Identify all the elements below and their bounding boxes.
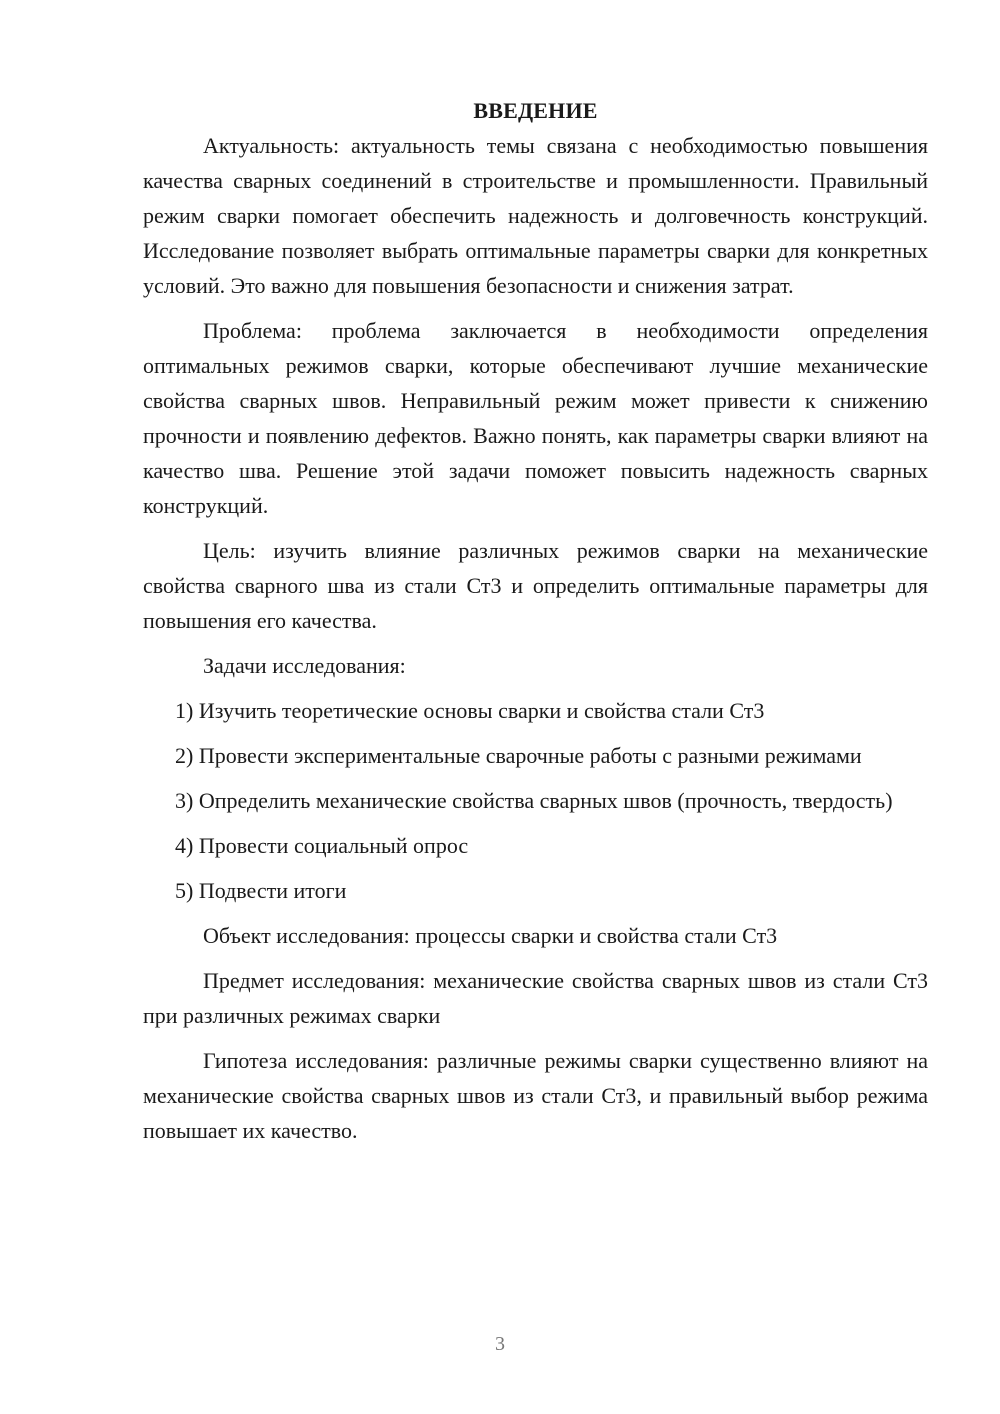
- subject-paragraph: Предмет исследования: механические свойства сварных швов из стали Ст3 при различных режимах сварки: [143, 968, 928, 1028]
- list-item: 5) Подвести итоги: [175, 878, 347, 903]
- hypothesis-paragraph: Гипотеза исследования: различные режимы сварки существенно влияют на механические свойства сварных швов из стали Ст3, и правильный выбор режима повышает их качество.: [143, 1048, 928, 1143]
- tasks-list: [143, 693, 928, 908]
- list-item: 2) Провести экспериментальные сварочные работы с разными режимами: [175, 743, 862, 768]
- page-number: 3: [495, 1333, 505, 1355]
- list-item: 3) Определить механические свойства сварных швов (прочность, твердость): [175, 788, 893, 813]
- page-title: ВВЕДЕНИЕ: [473, 98, 598, 123]
- document-page: [143, 93, 928, 1148]
- relevance-paragraph: Актуальность: актуальность темы связана с необходимостью повышения качества сварных соединений в строительстве и промышленности. Правильный режим сварки помогает обеспечить надежность и долговечность конструкций. Исследование позволяет выбрать оптимальные параметры сварки для конкретных условий. Это важно для повышения безопасности и снижения затрат.: [143, 133, 928, 298]
- tasks-title: Задачи исследования:: [203, 653, 406, 678]
- problem-paragraph: Проблема: проблема заключается в необходимости определения оптимальных режимов сварки, которые обеспечивают лучшие механические свойства сварных швов. Неправильный режим может привести к снижению прочности и появлению дефектов. Важно понять, как параметры сварки влияют на качество шва. Решение этой задачи поможет повысить надежность сварных конструкций.: [143, 318, 928, 518]
- list-item: 4) Провести социальный опрос: [175, 833, 469, 858]
- object-paragraph: Объект исследования: процессы сварки и свойства стали Ст3: [203, 923, 778, 948]
- goal-paragraph: Цель: изучить влияние различных режимов сварки на механические свойства сварного шва из стали Ст3 и определить оптимальные параметры для повышения его качества.: [143, 538, 928, 633]
- list-item: 1) Изучить теоретические основы сварки и свойства стали Ст3: [175, 698, 765, 723]
